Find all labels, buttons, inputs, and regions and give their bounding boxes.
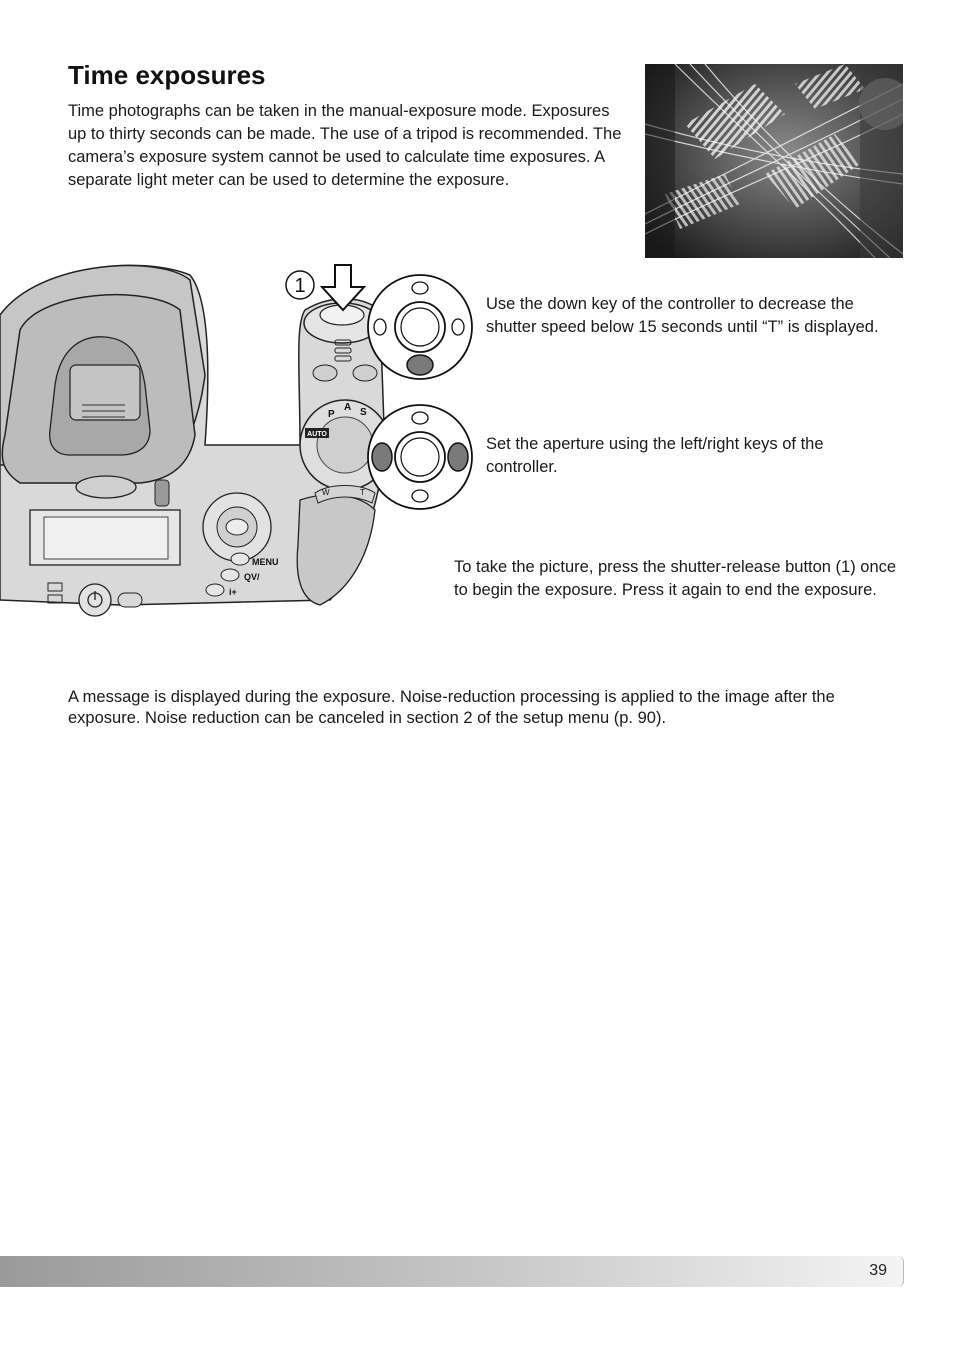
- camera-illustration: [0, 255, 480, 620]
- page-title: Time exposures: [68, 60, 266, 90]
- step3-instruction: To take the picture, press the shutter-release button (1) once to begin the exposure. Press it again to end the exposure.: [454, 558, 897, 599]
- controller-left-right-keys-diagram: [368, 405, 472, 509]
- footer-bar: [0, 1256, 904, 1287]
- dial-auto-label: AUTO: [307, 431, 327, 438]
- qv-label: QV/: [244, 572, 260, 582]
- night-intersection-photo: [645, 64, 903, 258]
- photo-image: [645, 64, 903, 258]
- menu-label: MENU: [252, 557, 279, 567]
- step2-instruction: Set the aperture using the left/right keys of the controller.: [486, 435, 824, 476]
- dial-s-label: S: [360, 407, 367, 418]
- dial-a-label: A: [344, 402, 352, 413]
- info-label: i+: [229, 587, 237, 597]
- page-number: 39: [869, 1262, 887, 1279]
- intro-paragraph: Time photographs can be taken in the manual-exposure mode. Exposures up to thirty seconds can be made. The use of a tripod is recommended. The camera’s exposure system cannot be used to calculate time exposures. A separate light meter can be used to determine the exposure.: [68, 102, 622, 189]
- controller-down-key-diagram: [368, 275, 472, 379]
- callout-number: 1: [294, 275, 306, 297]
- step1-instruction: Use the down key of the controller to decrease the shutter speed below 15 seconds until “T” is displayed.: [486, 295, 879, 336]
- noise-reduction-note: A message is displayed during the exposure. Noise-reduction processing is applied to the image after the exposure. Noise reduction can be canceled in section 2 of the setup menu (p. 90).: [68, 688, 835, 727]
- dial-p-label: P: [328, 409, 335, 420]
- zoom-t-label: T: [360, 488, 365, 497]
- zoom-w-label: W: [322, 488, 330, 497]
